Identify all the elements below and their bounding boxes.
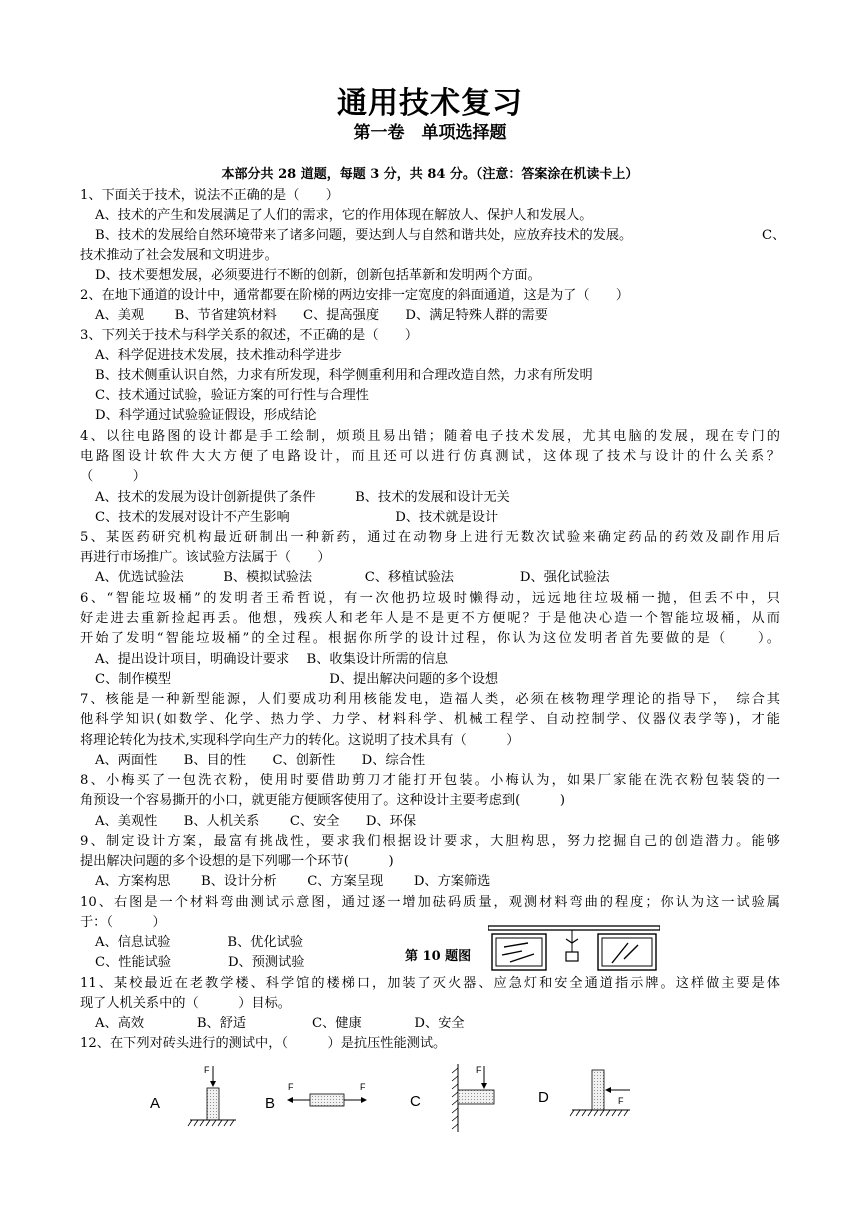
- q3-option-a: A、科学促进技术发展，技术推动科学进步: [95, 348, 342, 363]
- q1-stem: 1、下面关于技术，说法不正确的是（ ）: [80, 188, 339, 203]
- q10-options-cd: C、性能试验 D、预测试验: [95, 955, 305, 970]
- page-title: 通用技术复习: [337, 86, 523, 121]
- force-label-a: F: [204, 1065, 210, 1075]
- q7-line-3: 将理论转化为技术,实现科学向生产力的转化。这说明了技术具有（ ）: [80, 733, 520, 748]
- q1-option-c: 技术推动了社会发展和文明进步。: [80, 248, 278, 263]
- force-label-b-right: F: [360, 1082, 366, 1092]
- figure-c-bending: [452, 1064, 494, 1132]
- q4-line-3: （ ）: [80, 469, 146, 484]
- q3-option-d: D、科学通过试验验证假设，形成结论: [95, 408, 317, 423]
- q4-line-1: 4、以往电路图的设计都是手工绘制，烦琐且易出错；随着电子技术发展，尤其电脑的发展，现在专门的: [80, 429, 780, 444]
- q10-line-2: 于：（ ）: [80, 915, 166, 930]
- q1-option-d: D、技术要想发展，必须要进行不断的创新，创新包括革新和发明两个方面。: [95, 268, 541, 283]
- q8-line-1: 8、小梅买了一包洗衣粉，使用时要借助剪刀才能打开包装。小梅认为，如果厂家能在洗衣粉包装袋的一: [80, 773, 780, 788]
- q5-line-1: 5、某医药研究机构最近研制出一种新药，通过在动物身上进行无数次试验来确定药品的药效及副作用后: [80, 530, 780, 545]
- brick-test-figures: [140, 1062, 640, 1134]
- q10-figure-caption: 第 10 题图: [405, 949, 472, 964]
- q7-line-2: 他科学知识(如数学、化学、热力学、力学、材料科学、机械工程学、自动控制学、仪器仪表学等)，才能: [80, 712, 780, 727]
- q7-line-1: 7、核能是一种新型能源，人们要成功利用核能发电，造福人类，必须在核物理学理论的指导下， 综合其: [80, 692, 780, 707]
- q2-stem: 2、在地下通道的设计中，通常都要在阶梯的两边安排一定宽度的斜面通道，这是为了（ ）: [80, 288, 630, 303]
- q6-line-1: 6、“智能垃圾桶”的发明者王希哲说，有一次他扔垃圾时懒得动，远远地往垃圾桶一抛，但丢不中，只: [80, 591, 780, 606]
- q8-options: A、美观性 B、人机关系 C、安全 D、环保: [95, 814, 417, 829]
- q6-options-ab: A、提出设计项目，明确设计要求 B、收集设计所需的信息: [95, 652, 449, 667]
- q11-options: A、高效 B、舒适 C、健康 D、安全: [95, 1016, 465, 1031]
- q5-line-2: 再进行市场推广。该试验方法属于（ ）: [80, 550, 331, 565]
- force-label-d: F: [618, 1096, 624, 1106]
- bending-test-figure: [488, 925, 660, 973]
- instructions: 本部分共 28 道题，每题 3 分，共 84 分。（注意：答案涂在机读卡上）: [221, 167, 639, 182]
- q12-label-b: B: [265, 1095, 276, 1112]
- q2-options: A、美观 B、节省建筑材料 C、提高强度 D、满足特殊人群的需要: [95, 308, 548, 323]
- q6-line-2: 好走进去重新捡起再丢。他想，残疾人和老年人是不是更不方便呢？于是他决心造一个智能垃圾桶，从而: [80, 611, 780, 626]
- q4-options-ab: A、技术的发展为设计创新提供了条件 B、技术的发展和设计无关: [95, 490, 510, 505]
- q12-label-c: C: [410, 1093, 421, 1110]
- q6-options-cd: C、制作模型 D、提出解决问题的多个设想: [95, 672, 499, 687]
- q9-line-1: 9、制定设计方案，最富有挑战性，要求我们根据设计要求，大胆构思，努力挖掘自己的创造潜力。能够: [80, 834, 780, 849]
- q7-options: A、两面性 B、目的性 C、创新性 D、综合性: [95, 753, 426, 768]
- q3-stem: 3、下列关于技术与科学关系的叙述，不正确的是（ ）: [80, 328, 419, 343]
- q4-line-2: 电路图设计软件大大方便了电路设计，而且还可以进行仿真测试，这体现了技术与设计的什么关系？: [80, 449, 780, 464]
- q12-label-d: D: [538, 1089, 549, 1106]
- q11-line-2: 现了人机关系中的（ ）目标。: [80, 996, 291, 1011]
- q3-option-b: B、技术侧重认识自然，力求有所发现，科学侧重利用和合理改造自然，力求有所发明: [95, 368, 593, 383]
- q11-line-1: 11、某校最近在老教学楼、科学馆的楼梯口，加装了灭火器、应急灯和安全通道指示牌。这样做主要是体: [80, 976, 780, 991]
- q8-line-2: 角预设一个容易撕开的小口，就更能方便顾客使用了。这种设计主要考虑到( ): [80, 793, 566, 808]
- force-label-b-left: F: [288, 1082, 294, 1092]
- q6-line-3: 开始了发明“智能垃圾桶”的全过程。根据你所学的设计过程，你认为这位发明者首先要做的是（ ）。: [80, 631, 780, 646]
- force-label-c: F: [476, 1065, 482, 1075]
- q10-line-1: 10、右图是一个材料弯曲测试示意图，通过逐一增加砝码质量，观测材料弯曲的程度；你认为这一试验属: [80, 895, 780, 910]
- q1-option-a: A、技术的产生和发展满足了人们的需求，它的作用体现在解放人、保护人和发展人。: [95, 208, 593, 223]
- q5-options: A、优选试验法 B、模拟试验法 C、移植试验法 D、强化试验法: [95, 570, 610, 585]
- q12-label-a: A: [150, 1095, 161, 1112]
- section-subtitle: 第一卷 单项选择题: [353, 123, 507, 143]
- q3-option-c: C、技术通过试验，验证方案的可行性与合理性: [95, 388, 369, 403]
- q12-stem: 12、在下列对砖头进行的测试中，（ ）是抗压性能测试。: [80, 1036, 447, 1051]
- q10-options-ab: A、信息试验 B、优化试验: [95, 935, 304, 950]
- figure-d-shear: [570, 1070, 630, 1116]
- q1-option-c-marker: C、: [762, 228, 786, 243]
- figure-b-tension: [288, 1082, 366, 1106]
- q1-option-b: B、技术的发展给自然环境带来了诸多问题，要达到人与自然和谐共处，应放弃技术的发展。: [95, 228, 633, 243]
- q4-options-cd: C、技术的发展对设计不产生影响 D、技术就是设计: [95, 510, 499, 525]
- figure-a-compression: [188, 1065, 236, 1126]
- q9-options: A、方案构思 B、设计分析 C、方案呈现 D、方案筛选: [95, 874, 491, 889]
- q9-line-2: 提出解决问题的多个设想的是下列哪一个环节( ): [80, 854, 394, 869]
